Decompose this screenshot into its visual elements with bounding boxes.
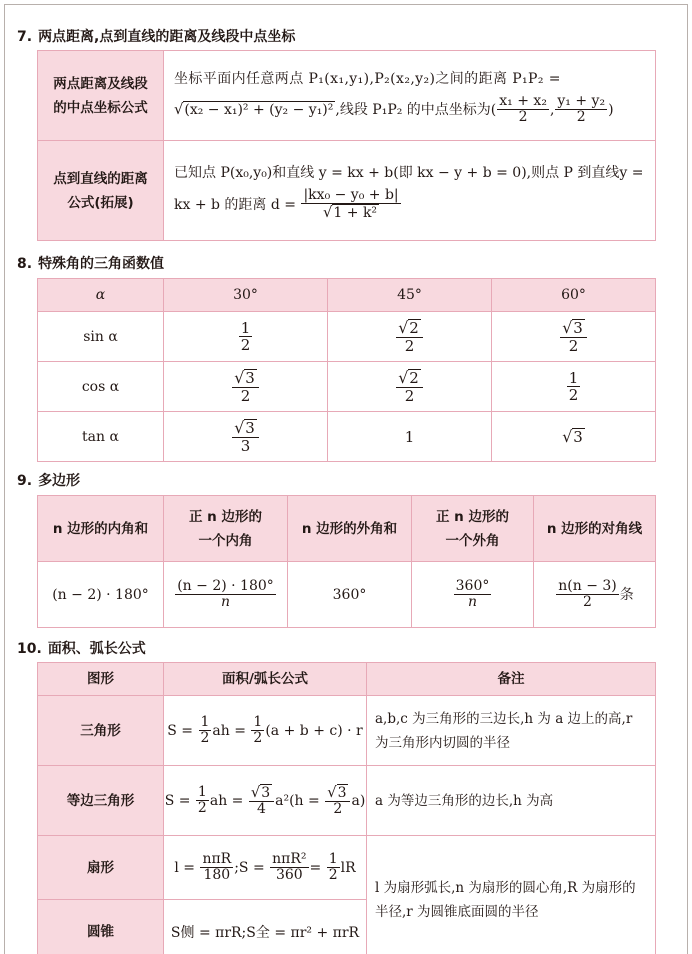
column-header: 60° [492,279,656,312]
tan-30-value: $\frac{√3}{3}$ [232,419,259,455]
sector-formula: l = $\frac{\text{nπR}}{180}$ ;S = $\frac{\text{nπR²}}{360}$ = $\frac{1}{2}$ lR [164,836,367,900]
table-row [38,412,656,462]
column-header: 面积/弧长公式 [164,663,367,696]
row-label: 三角形 [38,696,164,766]
table-row [38,362,656,412]
equilateral-area-formula: S = $\frac{1}{2}$ ah = $\frac{√3}{4}$ a²(h = $\frac{√3}{2}$ a) [164,766,367,836]
table-row [38,51,656,141]
distance-radicand: (x₂ − x₁)² + (y₂ − y₁)² [184,101,334,118]
distance-formula-table [37,50,656,241]
diagonal-count: $\frac{n(n - 3)}{2}$ 条 [534,562,656,628]
column-header: 45° [328,279,492,312]
area-arc-table [37,662,656,954]
midpoint-formula-cell: 坐标平面内任意两点 P₁(x₁,y₁),P₂(x₂,y₂)之间的距离 P₁P₂ = √(x₂ − x₁)² + (y₂ − y₁)² ,线段 P₁P₂ 的中点坐标为( $\frac{\text{x₁ + x₂}}{2}$ , $\frac{\text{y₁ + y₂}}{2}$ ) [164,51,656,141]
column-header: 正 n 边形的 一个外角 [412,496,534,562]
section-7-title: 7. 两点距离,点到直线的距离及线段中点坐标 [17,29,296,45]
column-header: n 边形的对角线 [534,496,656,562]
tan-60-value: √3 [492,412,656,462]
table-row [38,766,656,836]
column-header: 图形 [38,663,164,696]
regular-exterior-angle: $\frac{360^\circ}{n}$ [455,577,490,610]
equilateral-note: a 为等边三角形的边长,h 为高 [367,766,656,836]
table-header-row [38,496,656,562]
table-header-row [38,663,656,696]
column-header: n 边形的内角和 [38,496,164,562]
row-label: 两点距离及线段 的中点坐标公式 [38,51,164,141]
regular-interior-angle: $\frac{(n - 2) \cdot 180^\circ}{n}$ [177,577,274,610]
section-10-title: 10. 面积、弧长公式 [17,641,146,657]
sin-30-value: $\frac{1}{2}$ [240,318,251,354]
table-row [38,141,656,241]
column-header: n 边形的外角和 [288,496,412,562]
point-line-distance-cell: 已知点 P(x₀,y₀)和直线 y = kx + b(即 kx − y + b = 0),则点 P 到直线y = kx + b 的距离 d = $\frac{\text{|kx₀ − y₀ + b|}}{\text{√1 + k²}}$ [164,141,656,241]
triangle-area-formula: S = $\frac{1}{2}$ ah = $\frac{1}{2}$ (a + b + c) · r [164,696,367,766]
polygon-table [37,495,656,628]
table-row [38,562,656,628]
table-row [38,312,656,362]
sin-45-value: $\frac{√2}{2}$ [396,319,423,355]
trig-values-table [37,278,656,462]
cos-60-value: $\frac{1}{2}$ [568,368,579,404]
midpoint-y-fraction: $\frac{\text{y₁ + y₂}}{2}$ [557,92,606,125]
row-label: tan α [38,412,164,462]
column-header: α [38,279,164,312]
distance-fraction: $\frac{\text{|kx₀ − y₀ + b|}}{\text{√1 + k²}}$ [303,186,399,221]
cone-area-formula: S侧 = πrR;S全 = πr² + πrR [164,900,367,954]
sector-cone-note: l 为扇形弧长,n 为扇形的圆心角,R 为扇形的半径,r 为圆锥底面圆的半径 [367,836,656,954]
row-label: cos α [38,362,164,412]
midpoint-x-fraction: $\frac{\text{x₁ + x₂}}{2}$ [499,92,547,125]
row-label: sin α [38,312,164,362]
table-row [38,696,656,766]
sin-60-value: $\frac{√3}{2}$ [560,319,587,355]
cos-30-value: $\frac{√3}{2}$ [232,369,259,405]
section-9-title: 9. 多边形 [17,473,81,489]
tan-45-value: 1 [328,412,492,462]
column-header: 备注 [367,663,656,696]
table-header-row [38,279,656,312]
row-label: 点到直线的距离 公式(拓展) [38,141,164,241]
column-header: 正 n 边形的 一个内角 [164,496,288,562]
row-label: 等边三角形 [38,766,164,836]
row-label: 圆锥 [38,900,164,954]
exterior-angle-sum: 360° [288,562,412,628]
column-header: 30° [164,279,328,312]
cos-45-value: $\frac{√2}{2}$ [396,369,423,405]
row-label: 扇形 [38,836,164,900]
section-8-title: 8. 特殊角的三角函数值 [17,256,165,272]
triangle-note: a,b,c 为三角形的三边长,h 为 a 边上的高,r 为三角形内切圆的半径 [367,696,656,766]
table-row [38,836,656,900]
interior-angle-sum: (n − 2) · 180° [38,562,164,628]
